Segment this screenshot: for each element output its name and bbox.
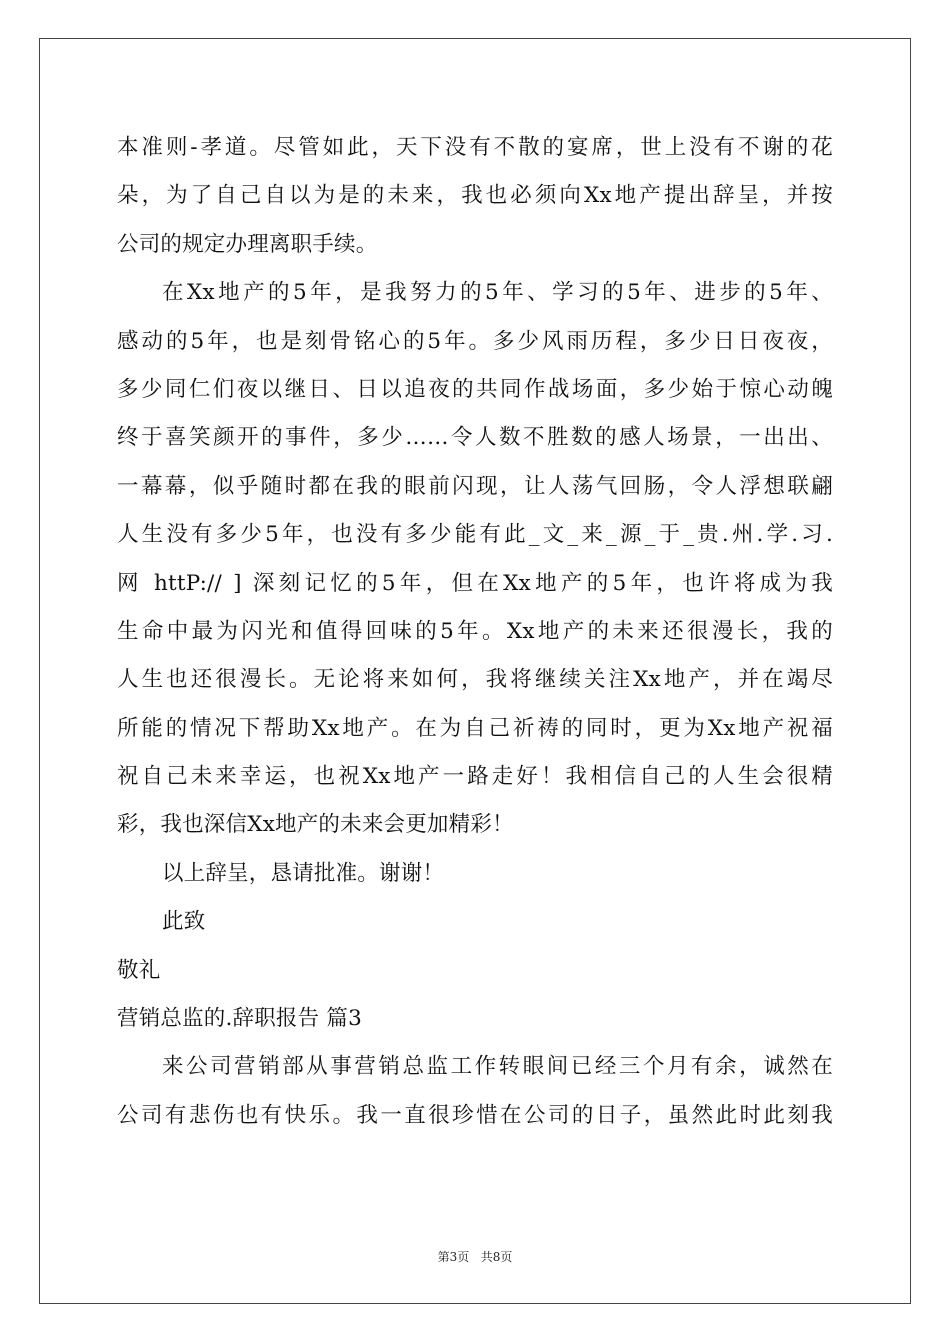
text-line-17: 此致: [162, 909, 206, 935]
text-line-16: 以上辞呈，恳请批准。谢谢！: [162, 860, 445, 886]
page-number-footer: 第3页 共8页: [437, 1250, 513, 1264]
section-heading: 营销总监的.辞职报告 篇3: [117, 1006, 362, 1032]
text-line-14: 祝自己未来幸运，也祝Xx地产一路走好！我相信自己的人生会很精: [117, 764, 833, 790]
text-line-18: 敬礼: [117, 957, 161, 983]
text-line-1: 本准则-孝道。尽管如此，天下没有不散的宴席，世上没有不谢的花: [117, 135, 833, 160]
text-line-7: 终于喜笑颜开的事件，多少……令人数不胜数的感人场景，一出出、: [117, 425, 833, 451]
text-line-9: 人生没有多少5年，也没有多少能有此_文_来_源_于_贵.州.学.习.: [117, 522, 833, 548]
text-line-2: 朵，为了自己自以为是的未来，我也必须向Xx地产提出辞呈，并按: [117, 183, 833, 209]
text-line-6: 多少同仁们夜以继日、日以追夜的共同作战场面，多少始于惊心动魄: [117, 376, 833, 402]
text-line-12: 人生也还很漫长。无论将来如何，我将继续关注Xx地产，并在竭尽: [117, 667, 833, 693]
text-line-13: 所能的情况下帮助Xx地产。在为自己祈祷的同时，更为Xx地产祝福: [117, 715, 833, 741]
text-line-4: 在Xx地产的5年，是我努力的5年、学习的5年、进步的5年、: [162, 280, 833, 306]
text-line-3: 公司的规定办理离职手续。: [117, 231, 378, 257]
text-line-10: 网 httP:// ] 深刻记忆的5年，但在Xx地产的5年，也许将成为我: [117, 570, 833, 596]
text-line-15: 彩，我也深信Xx地产的未来会更加精彩！: [117, 812, 514, 838]
document-body: [117, 124, 833, 1140]
text-line-20: 来公司营销部从事营销总监工作转眼间已经三个月有余，诚然在: [162, 1054, 833, 1080]
text-line-5: 感动的5年，也是刻骨铭心的5年。多少风雨历程，多少日日夜夜，: [117, 328, 833, 354]
text-line-8: 一幕幕，似乎随时都在我的眼前闪现，让人荡气回肠，令人浮想联翩: [117, 473, 833, 499]
text-line-21: 公司有悲伤也有快乐。我一直很珍惜在公司的日子，虽然此时此刻我: [117, 1102, 833, 1128]
text-line-11: 生命中最为闪光和值得回味的5年。Xx地产的未来还很漫长，我的: [117, 618, 833, 644]
